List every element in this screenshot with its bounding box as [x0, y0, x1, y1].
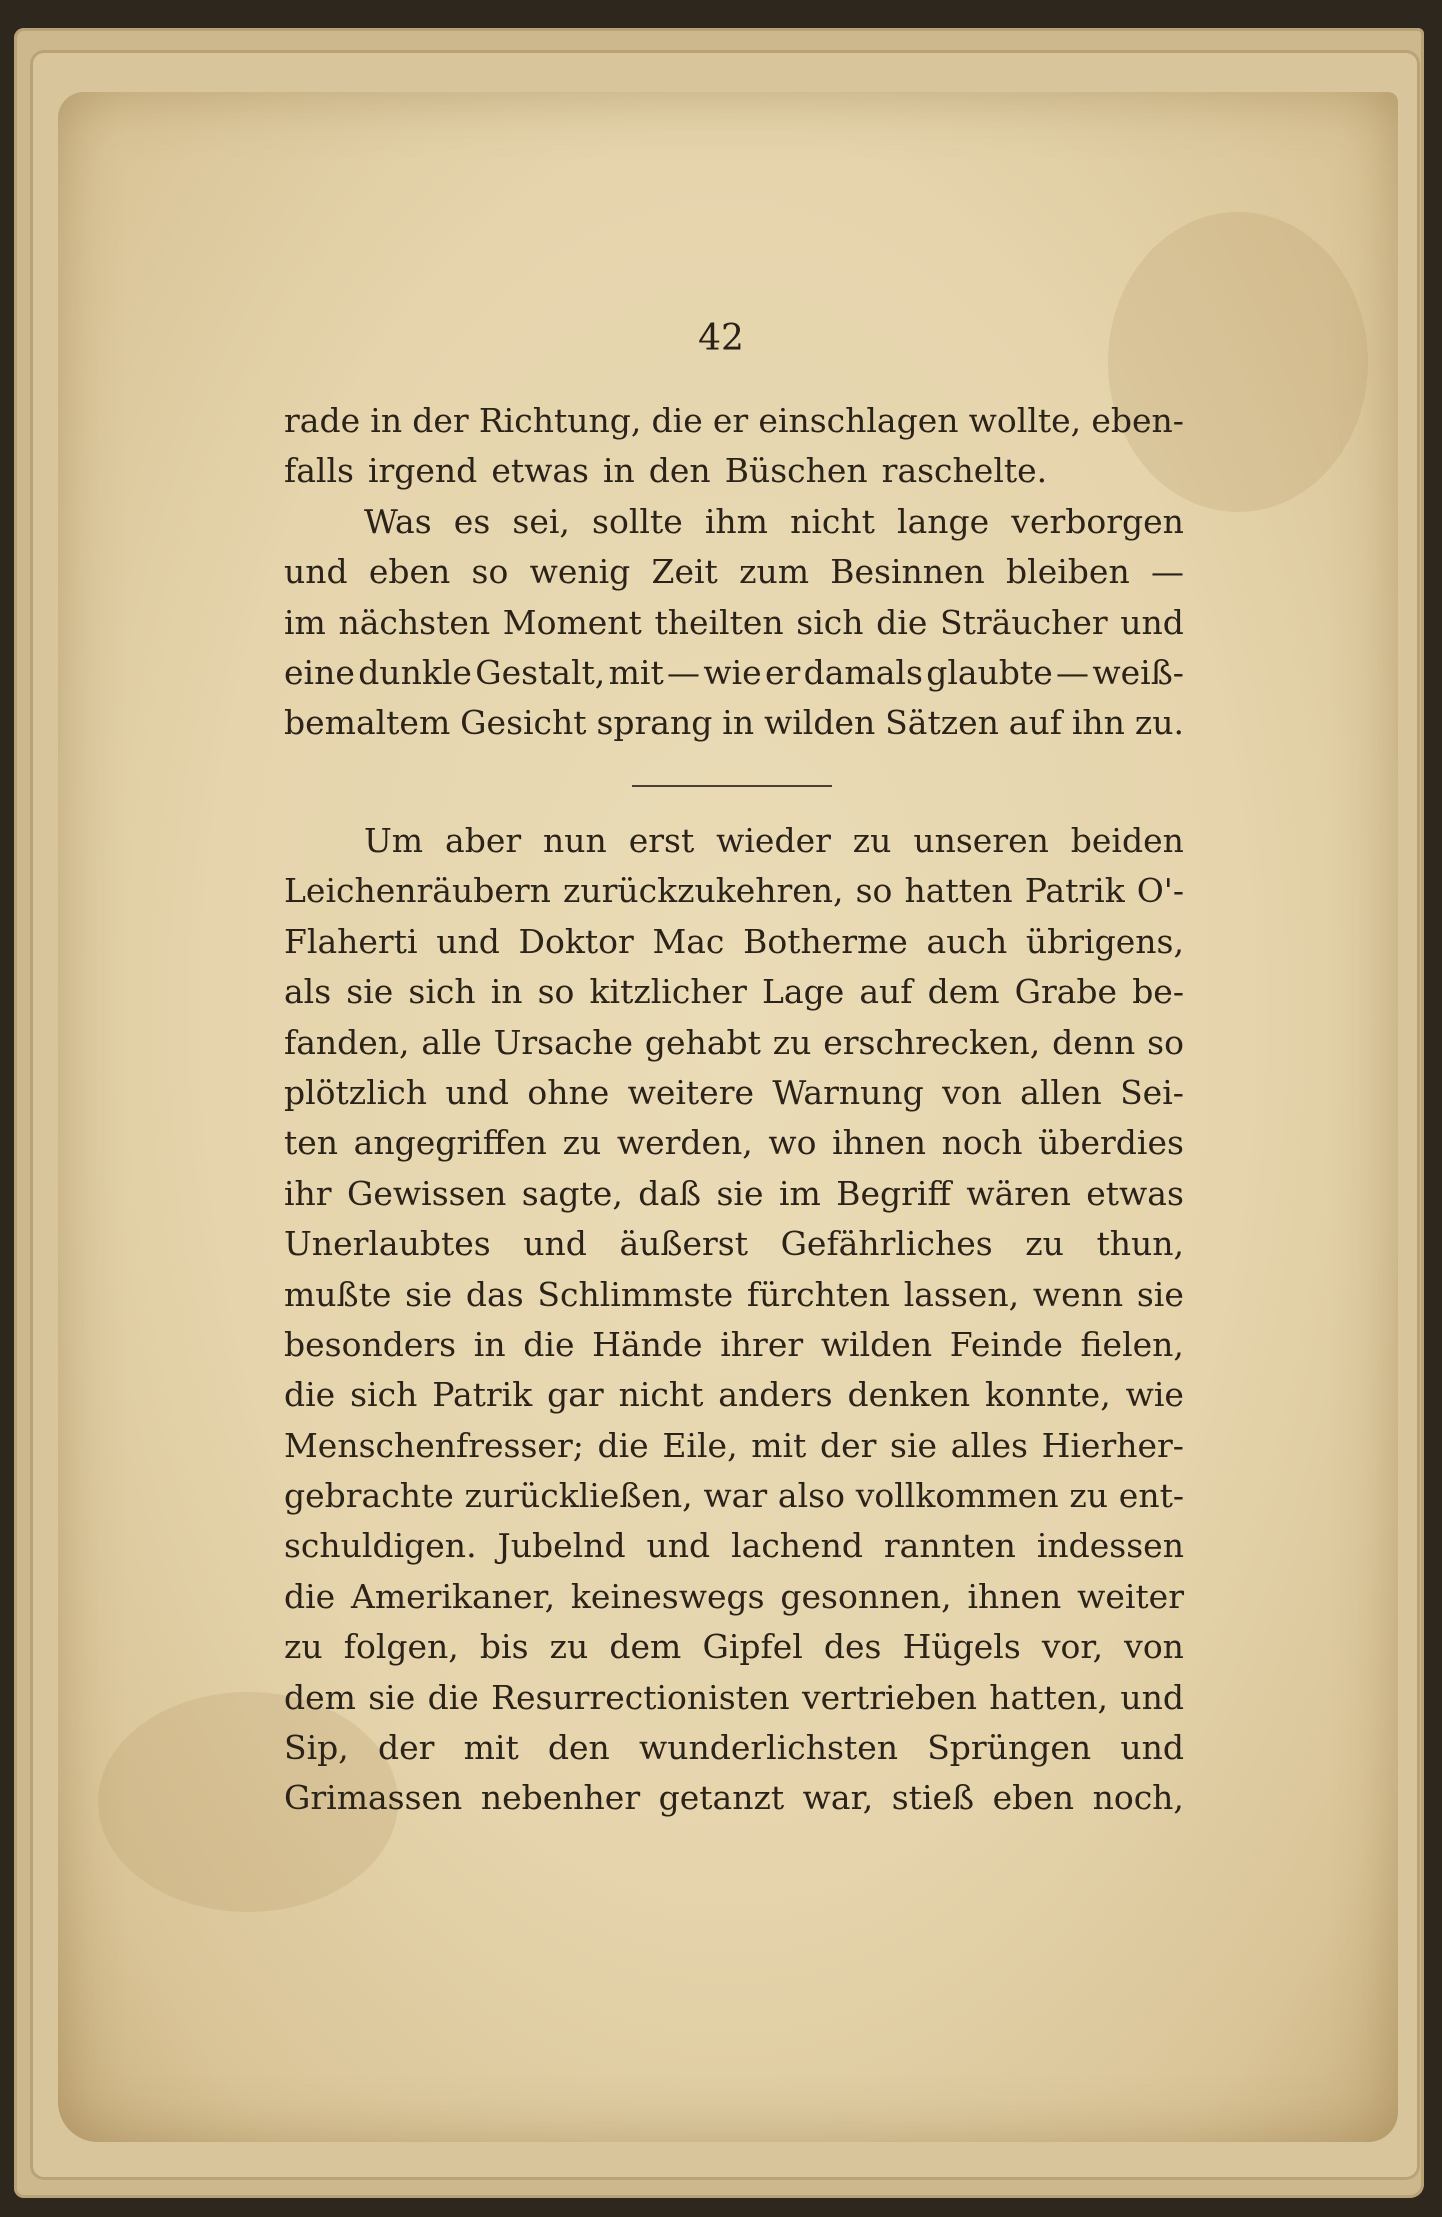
text-line: gebrachte zurückließen, war also vollkommen zu ent- — [284, 1476, 1184, 1516]
text-line: schuldigen. Jubelnd und lachend rannten indessen — [284, 1526, 1184, 1566]
text-line: die Amerikaner, keineswegs gesonnen, ihnen weiter — [284, 1576, 1184, 1616]
text-line: Grimassen nebenher getanzt war, stieß eben noch, — [284, 1778, 1184, 1818]
text-line: Menschenfresser; die Eile, mit der sie alles Hierher- — [284, 1425, 1184, 1465]
text-line: dem sie die Resurrectionisten vertrieben hatten, und — [284, 1677, 1184, 1717]
text-line: plötzlich und ohne weitere Warnung von allen Sei- — [284, 1072, 1184, 1112]
text-line: als sie sich in so kitzlicher Lage auf dem Grabe be- — [284, 972, 1184, 1012]
text-line: Was es sei, sollte ihm nicht lange verborgen — [364, 501, 1184, 541]
text-line: zu folgen, bis zu dem Gipfel des Hügels vor, von — [284, 1627, 1184, 1667]
text-line: die sich Patrik gar nicht anders denken konnte, wie — [284, 1375, 1184, 1415]
text-block-lower — [284, 816, 1184, 1824]
text-block-upper — [284, 396, 1184, 749]
page-number: 42 — [698, 318, 744, 359]
text-line: und eben so wenig Zeit zum Besinnen bleiben — — [284, 552, 1184, 592]
text-line: besonders in die Hände ihrer wilden Feinde fielen, — [284, 1324, 1184, 1364]
text-line: falls irgend etwas in den Büschen raschelte. — [284, 451, 1048, 491]
text-line: Flaherti und Doktor Mac Botherme auch übrigens, — [284, 921, 1184, 961]
text-line: Unerlaubtes und äußerst Gefährliches zu thun, — [284, 1224, 1184, 1264]
text-line: fanden, alle Ursache gehabt zu erschrecken, denn so — [284, 1022, 1184, 1062]
text-line: rade in der Richtung, die er einschlagen wollte, eben- — [284, 401, 1184, 440]
text-line: Leichenräubern zurückzukehren, so hatten Patrik O'- — [284, 871, 1184, 911]
text-line: ten angegriffen zu werden, wo ihnen noch überdies — [284, 1123, 1184, 1163]
text-line: ihr Gewissen sagte, daß sie im Begriff wären etwas — [284, 1173, 1184, 1213]
text-line: mußte sie das Schlimmste fürchten lassen, wenn sie — [284, 1274, 1184, 1314]
section-divider — [632, 785, 832, 787]
text-line: bemaltem Gesicht sprang in wilden Sätzen auf ihn zu. — [284, 703, 1184, 743]
text-line: eine dunkle Gestalt, mit — wie er damals glaubte — weiß- — [284, 652, 1184, 692]
text-line: im nächsten Moment theilten sich die Sträucher und — [284, 602, 1184, 642]
text-line: Sip, der mit den wunderlichsten Sprüngen und — [284, 1728, 1184, 1768]
text-line: Um aber nun erst wieder zu unseren beiden — [364, 821, 1184, 860]
